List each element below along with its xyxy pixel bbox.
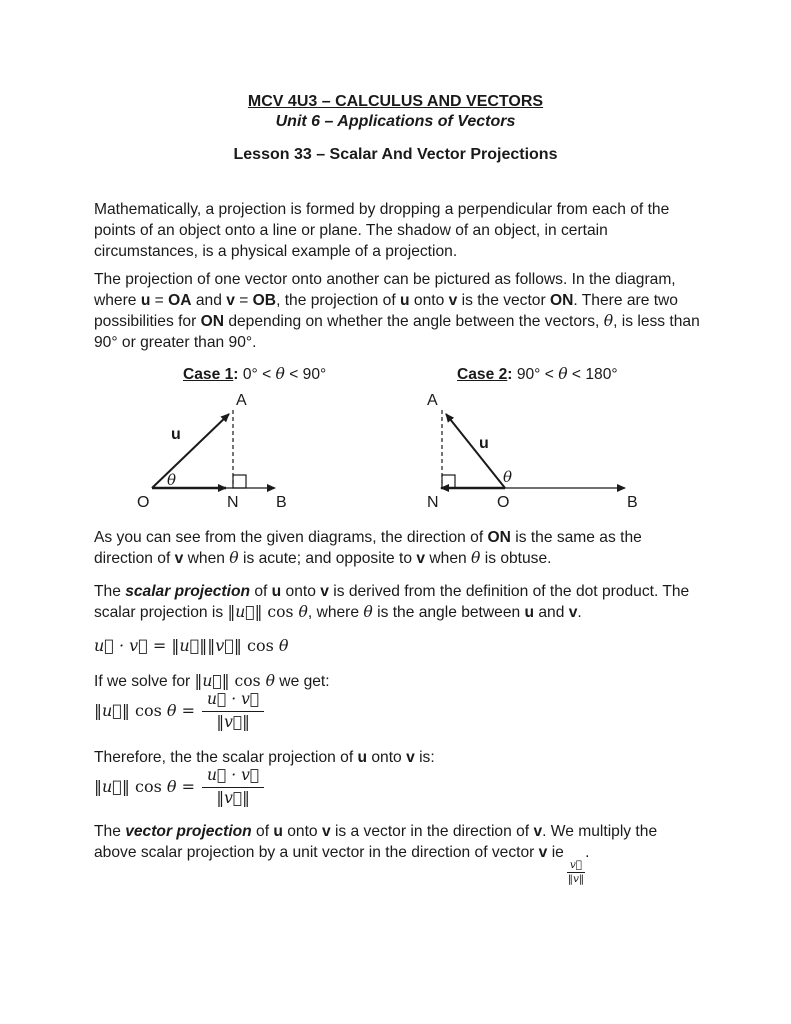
solve-line: If we solve for ‖u⃗‖ cos θ we get: — [94, 672, 330, 690]
vector-label-u: u — [171, 426, 181, 443]
course-title: MCV 4U3 – CALCULUS AND VECTORS — [247, 93, 544, 110]
fraction — [202, 766, 264, 808]
fraction-denominator: ‖v⃗‖ — [216, 788, 250, 807]
unit-vector-fraction — [567, 859, 585, 885]
fraction — [202, 690, 264, 732]
lesson-title: Lesson 33 – Scalar And Vector Projections — [233, 146, 558, 163]
equation-left-side: ‖u⃗‖ cos θ = — [94, 701, 196, 720]
case2-diagram — [415, 388, 655, 514]
right-angle-marker — [233, 475, 246, 488]
angle-label-theta: θ — [167, 471, 177, 489]
paragraph-vector-projection — [94, 821, 754, 885]
fraction-numerator: u⃗ · v⃗ — [202, 766, 264, 787]
vector-projection-text: The vector projection of u onto v is a vector in the direction of v. We multiply the above scalar projection by a unit vector in the direction of vector v ie — [94, 823, 658, 861]
case1-heading: Case 1: 0° < θ < 90° — [183, 365, 327, 383]
point-label-O: O — [137, 494, 150, 511]
point-label-N: N — [427, 494, 439, 511]
scalar-projection-equation — [94, 688, 264, 734]
angle-label-theta: θ — [503, 468, 513, 486]
fraction-denominator: ‖v‖ — [567, 872, 585, 885]
fraction-numerator: u⃗ · v⃗ — [202, 690, 264, 711]
fraction-numerator: v⃗ — [567, 859, 585, 873]
point-label-O: O — [497, 494, 510, 511]
vector-label-u: u — [479, 435, 489, 452]
sentence-period: . — [585, 844, 590, 861]
paragraph-intro: Mathematically, a projection is formed by dropping a perpendicular from each of the points of an object onto a line or plane. The shadow of an object, in certain circumstances, is a physical example of a projection. — [94, 201, 670, 260]
dot-product-formula: u⃗ · v⃗ = ‖u⃗‖‖v⃗‖ cos θ — [94, 636, 289, 655]
point-label-B: B — [276, 494, 287, 511]
equation-left-side: ‖u⃗‖ cos θ = — [94, 777, 196, 796]
fraction-denominator: ‖v⃗‖ — [216, 712, 250, 731]
unit-title: Unit 6 – Applications of Vectors — [275, 113, 516, 130]
case2-heading: Case 2: 90° < θ < 180° — [457, 365, 618, 383]
point-label-A: A — [427, 392, 438, 409]
point-label-A: A — [236, 392, 247, 409]
case1-diagram — [105, 388, 325, 514]
therefore-line: Therefore, the the scalar projection of u onto v is: — [94, 749, 435, 766]
right-angle-marker — [442, 475, 455, 488]
point-label-N: N — [227, 494, 239, 511]
vector-OA-arrow — [152, 414, 229, 488]
paragraph-scalar-projection: The scalar projection of u onto v is derived from the definition of the dot product. The scalar projection is ‖u⃗‖ cos θ, where θ is the angle between u and v. — [94, 583, 690, 621]
paragraph-direction: As you can see from the given diagrams, the direction of ON is the same as the direction of v when θ is acute; and opposite to v when θ is obtuse. — [94, 529, 642, 567]
point-label-B: B — [627, 494, 638, 511]
scalar-projection-equation-repeat — [94, 764, 264, 810]
paragraph-projection: The projection of one vector onto another can be pictured as follows. In the diagram, where u = OA and v = OB, the projection of u onto v is the vector ON. There are two possibilities for ON depending on whether the angle between the vectors, θ, is less than 90° or greater than 90°. — [94, 271, 700, 351]
